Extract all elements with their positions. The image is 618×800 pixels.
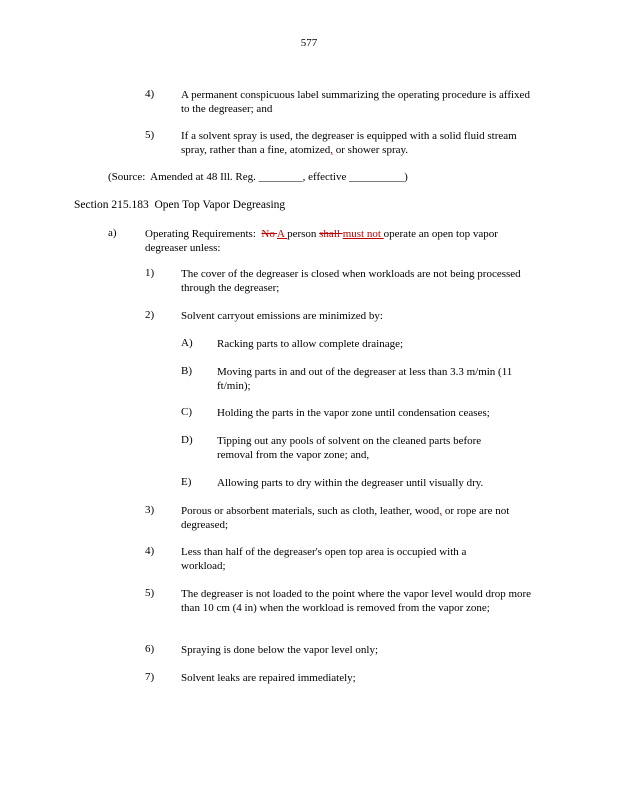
list-item-text: The degreaser is not loaded to the point where the vapor level would drop more than 10 cm (4 in) when the workload is removed from the vapor zone; — [181, 588, 532, 614]
list-item-number: 4) — [145, 88, 155, 100]
list-item-text: The cover of the degreaser is closed when workloads are not being processed through the degreaser; — [181, 268, 521, 294]
list-item-text: Solvent leaks are repaired immediately; — [181, 672, 356, 684]
list-item-number: 6) — [145, 643, 155, 655]
text-segment: or rope are not degreased; — [181, 505, 510, 531]
text-segment: operate an open top vapor degreaser unless: — [145, 228, 498, 254]
subitem-number: A) — [181, 337, 193, 349]
text-segment: person — [287, 228, 320, 240]
list-item-text: Spraying is done below the vapor level only; — [181, 644, 379, 656]
text-segment: or shower spray. — [333, 144, 409, 156]
subitem-text: Allowing parts to dry within the degreaser until visually dry. — [217, 477, 484, 489]
subitem-number: D) — [181, 434, 193, 446]
list-item-text: Solvent carryout emissions are minimized by: — [181, 310, 383, 322]
text-segment: Operating Requirements: — [145, 228, 262, 240]
paragraph-number: a) — [108, 227, 117, 239]
list-item-number: 5) — [145, 129, 155, 141]
source-note: (Source: Amended at 48 Ill. Reg. ________, effective __________) — [108, 171, 408, 183]
text-segment: If a solvent spray is used, the degreaser is equipped with a solid fluid stream spray, rather than a fine, atomized — [181, 130, 517, 156]
subitem-number: E) — [181, 476, 192, 488]
subitem-number: B) — [181, 365, 192, 377]
list-item-number: 2) — [145, 309, 155, 321]
subitem-text: Holding the parts in the vapor zone until condensation ceases; — [217, 407, 490, 419]
section-heading: Section 215.183 Open Top Vapor Degreasing — [74, 199, 286, 211]
list-item-text — [181, 504, 547, 532]
list-item-text: Less than half of the degreaser's open top area is occupied with a workload; — [181, 546, 467, 572]
deleted-text: shall — [319, 228, 343, 240]
list-item-text — [181, 129, 541, 157]
list-item-text: A permanent conspicuous label summarizing the operating procedure is affixed to the degreaser; and — [181, 89, 530, 115]
inserted-text: A — [276, 228, 288, 240]
list-item-number: 7) — [145, 671, 155, 683]
inserted-text: , — [439, 505, 443, 517]
list-item-number: 3) — [145, 504, 155, 516]
list-item-number: 5) — [145, 587, 155, 599]
paragraph-text — [145, 227, 541, 255]
subitem-text: Racking parts to allow complete drainage; — [217, 338, 404, 350]
subitem-number: C) — [181, 406, 192, 418]
inserted-text: , — [330, 144, 333, 156]
inserted-text: must not — [342, 228, 384, 240]
list-item-number: 1) — [145, 267, 155, 279]
subitem-text: Tipping out any pools of solvent on the cleaned parts before removal from the vapor zone; and, — [217, 435, 482, 461]
deleted-text: No — [261, 228, 277, 240]
subitem-text: Moving parts in and out of the degreaser at less than 3.3 m/min (11 ft/min); — [217, 366, 513, 392]
list-item-number: 4) — [145, 545, 155, 557]
page-number: 577 — [300, 37, 318, 49]
text-segment: Porous or absorbent materials, such as cloth, leather, wood — [181, 505, 440, 517]
